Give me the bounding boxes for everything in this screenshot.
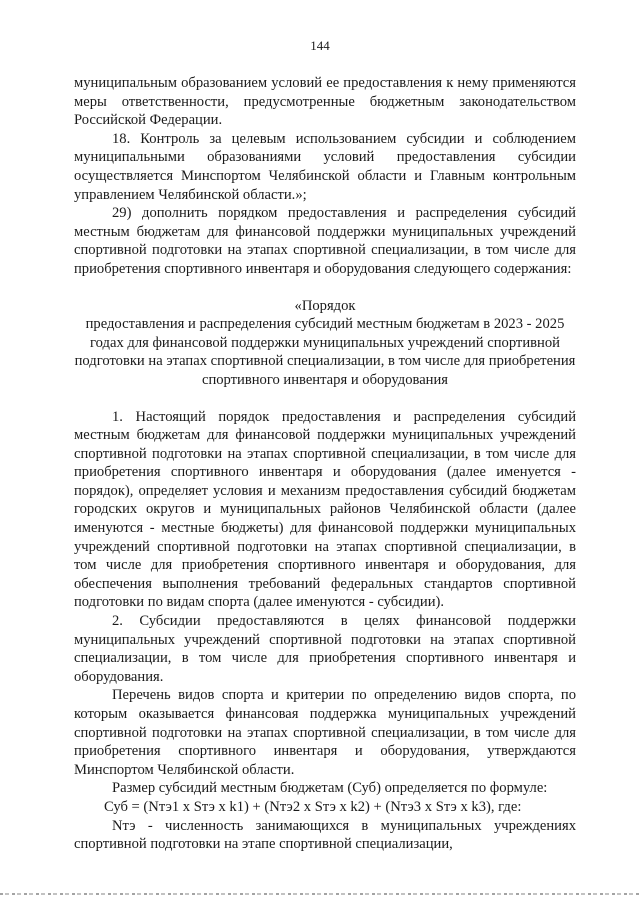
paragraph-item-29: 29) дополнить порядком предоставления и распределения субсидий местным бюджетам для финансовой поддержки муниципальных учреждений спортивной подготовки на этапах спортивной специализации, в том числе для приобретения спортивного инвентаря и оборудования следующего содержания: bbox=[74, 205, 576, 277]
paragraph-sports-list: Перечень видов спорта и критерии по определению видов спорта, по которым оказывается финансовая поддержка муниципальных учреждений спортивной подготовки на этапах спортивной специализации, в том числе для приобретения спортивного инвентаря и оборудования, утверждаются Минспортом Челябинской области. bbox=[74, 687, 576, 778]
paragraph-continuation: муниципальным образованием условий ее предоставления к нему применяются меры ответственности, предусмотренные бюджетным законодательством Российской Федерации. bbox=[74, 75, 576, 129]
paragraph-item-18: 18. Контроль за целевым использованием субсидии и соблюдением муниципальными образованиями условий предоставления субсидии осуществляется Минспортом Челябинской области и Главным контрольным управлением Челябинской области.»; bbox=[74, 130, 576, 203]
paragraph-formula-intro: Размер субсидий местным бюджетам (Суб) определяется по формуле: bbox=[112, 780, 548, 797]
document-body bbox=[74, 74, 576, 854]
paragraph-definition: Nтэ - численность занимающихся в муниципальных учреждениях спортивной подготовки на этапе спортивной специализации, bbox=[74, 817, 576, 853]
page-number: 144 bbox=[310, 38, 330, 53]
section-title-subheading: предоставления и распределения субсидий местным бюджетам в 2023 - 2025 годах для финансовой поддержки муниципальных учреждений спортивной подготовки на этапах спортивной специализации, в том числе для приобретения спортивного инвентаря и оборудования bbox=[74, 316, 576, 388]
paragraph-clause-2: 2. Субсидии предоставляются в целях финансовой поддержки муниципальных учреждений спортивной подготовки на этапах спортивной специализации, в том числе для приобретения спортивного инвентаря и оборудования. bbox=[74, 613, 576, 685]
section-title bbox=[74, 297, 576, 390]
section-title-heading: «Порядок bbox=[294, 297, 356, 314]
scan-edge-line bbox=[0, 893, 640, 895]
spacer bbox=[74, 390, 576, 408]
paragraph-clause-1: 1. Настоящий порядок предоставления и распределения субсидий местным бюджетам для финансовой поддержки муниципальных учреждений спортивной подготовки на этапах спортивной специализации, в том числе для приобретения спортивного инвентаря и оборудования (далее именуется - порядок), определяет условия и механизм предоставления субсидий бюджетам городских округов и муниципальных районов Челябинской области (далее именуются - местные бюджеты) для финансовой поддержки муниципальных учреждений спортивной подготовки на этапах спортивной специализации, в том числе для приобретения спортивного инвентаря и оборудования, для обеспечения выполнения требований федеральных стандартов спортивной подготовки по видам спорта (далее именуются - субсидии). bbox=[74, 408, 576, 611]
formula: Суб = (Nтэ1 x Sтэ x k1) + (Nтэ2 x Sтэ x k2) + (Nтэ3 x Sтэ x k3), где: bbox=[104, 798, 522, 815]
